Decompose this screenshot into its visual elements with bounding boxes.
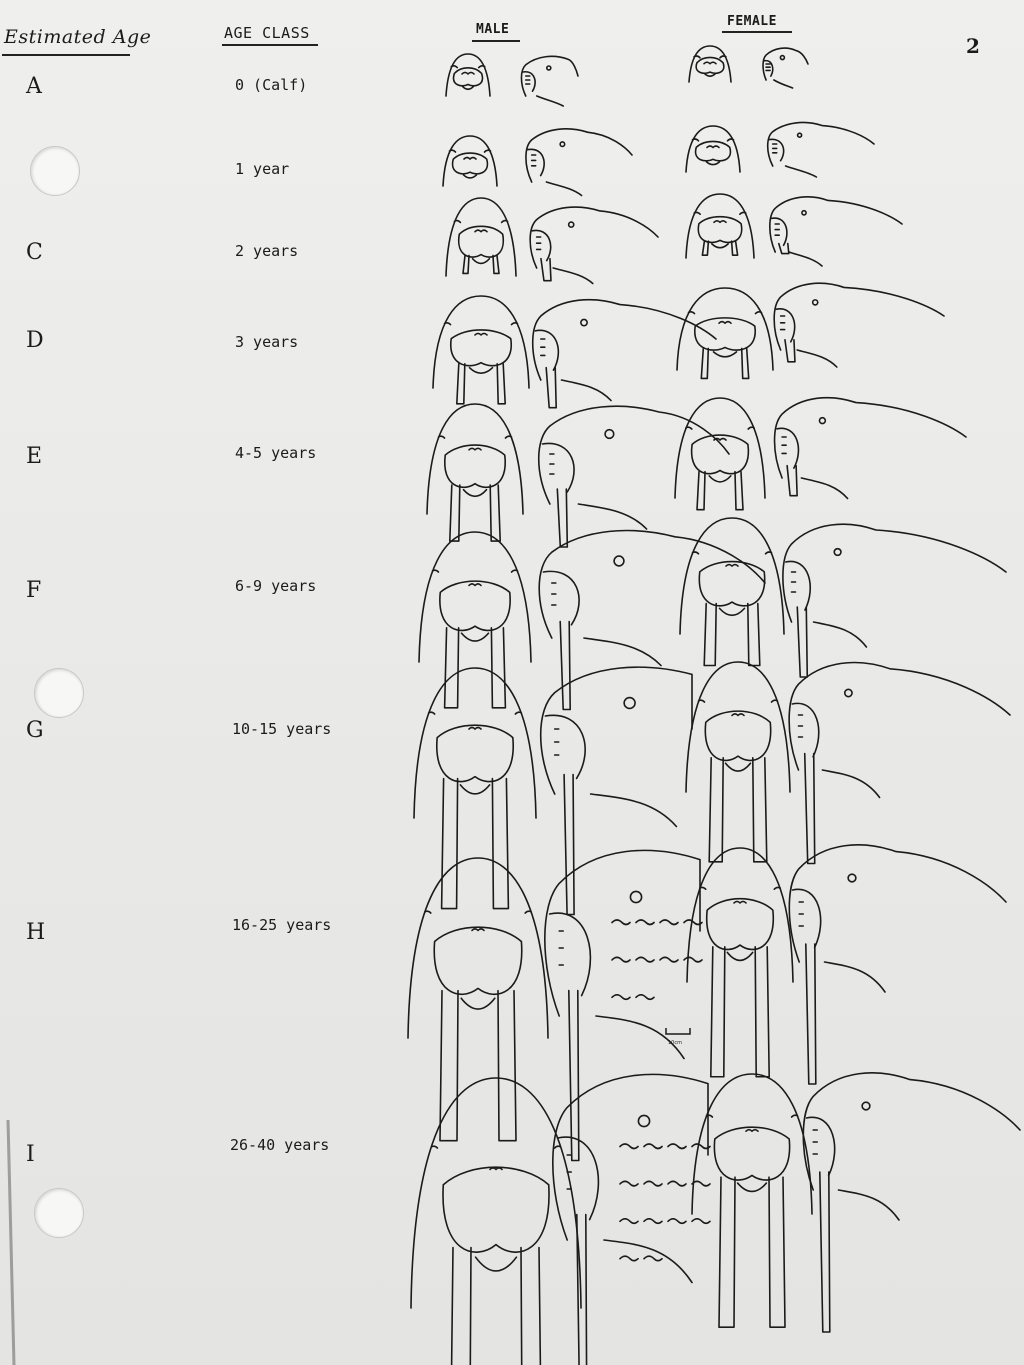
male-front-10-15 [414, 668, 536, 909]
female-front-4-5 [675, 398, 765, 510]
row-letter-f: F [26, 578, 42, 603]
female-side-4-5 [775, 398, 966, 499]
male-side-calf [521, 56, 578, 106]
row-letter-h: H [26, 920, 46, 945]
male-side-16-25 [545, 850, 702, 1160]
female-side-3yr [774, 283, 944, 367]
row-letter-i: I [26, 1142, 35, 1167]
male-side-2yr [530, 207, 658, 283]
age-class-2-years: 2 years [235, 242, 299, 260]
male-front-26-40 [411, 1078, 581, 1365]
age-class-header: AGE CLASS [224, 24, 310, 42]
male-header: MALE [476, 22, 510, 37]
age-class-1-year: 1 year [235, 160, 290, 178]
row-letter-c: C [26, 240, 43, 265]
male-side-6-9 [539, 531, 765, 710]
age-class-16-25-years: 16-25 years [232, 916, 332, 934]
female-side-6-9 [783, 524, 1006, 677]
age-class-10-15-years: 10-15 years [232, 720, 332, 738]
male-side-3yr [533, 300, 716, 408]
male-side-26-40 [553, 1074, 710, 1365]
male-front-calf [446, 54, 490, 96]
row-letter-d: D [26, 328, 44, 353]
age-class-3-years: 3 years [235, 333, 299, 351]
female-side-10-15 [789, 663, 1010, 864]
male-front-6-9 [419, 532, 531, 708]
male-front-3yr [433, 296, 529, 404]
female-front-2yr [686, 194, 754, 258]
female-front-calf [689, 46, 731, 82]
female-side-16-25 [789, 845, 1006, 1084]
row-letter-g: G [26, 718, 44, 743]
page-number: 2 [966, 34, 980, 58]
paper-edge-mark [8, 1120, 14, 1365]
scale-bar-label: 10cm [668, 1040, 682, 1046]
female-front-1yr [686, 126, 740, 172]
row-letter-a: A [26, 74, 42, 99]
male-front-1yr [443, 136, 497, 186]
scale-bar [666, 1028, 690, 1034]
estimated-age-header: Estimated Age [4, 26, 152, 48]
male-side-4-5 [539, 406, 729, 547]
age-class-6-9-years: 6-9 years [235, 577, 317, 595]
female-front-3yr [677, 288, 773, 378]
female-front-10-15 [686, 662, 790, 862]
female-side-2yr [770, 197, 902, 266]
male-front-2yr [446, 198, 516, 276]
male-front-16-25 [408, 858, 548, 1141]
female-front-26-40 [692, 1074, 812, 1327]
age-class-26-40-years: 26-40 years [230, 1136, 330, 1154]
male-side-1yr [526, 129, 632, 196]
female-side-1yr [768, 122, 874, 177]
male-front-4-5 [427, 404, 523, 541]
female-side-calf [763, 48, 808, 88]
female-header: FEMALE [727, 14, 777, 29]
row-letter-e: E [26, 444, 43, 469]
female-side-26-40 [803, 1073, 1020, 1332]
age-class-calf: 0 (Calf) [235, 76, 308, 94]
female-front-16-25 [687, 848, 793, 1077]
age-class-4-5-years: 4-5 years [235, 444, 317, 462]
